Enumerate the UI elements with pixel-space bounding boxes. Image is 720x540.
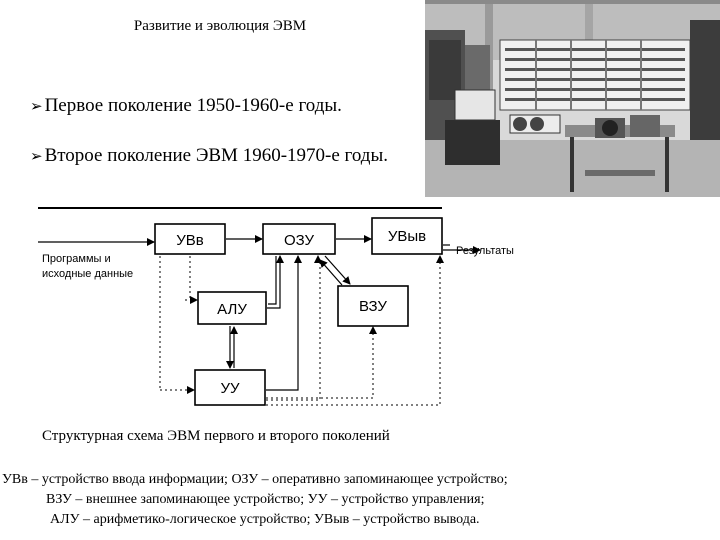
block-alu (198, 292, 266, 324)
diagram-caption: Структурная схема ЭВМ первого и второго поколений (42, 428, 390, 444)
block-uu (195, 370, 265, 405)
block-uu-label: УУ (220, 380, 240, 397)
block-uvv (155, 224, 225, 254)
bullet-second-generation (30, 145, 388, 167)
block-uvyv-label: УВыв (387, 228, 427, 245)
block-ozu-label: ОЗУ (283, 232, 315, 249)
block-vzu (338, 286, 408, 326)
block-uvyv (372, 218, 442, 254)
arrow-bullet-icon: ➢ (30, 147, 43, 165)
bullet-text: Второе поколение ЭВМ 1960-1970-е годы. (44, 145, 388, 166)
computer-room-photo-art (425, 0, 720, 197)
bullet-first-generation (30, 95, 342, 117)
block-ozu (263, 224, 335, 254)
input-label-line2: исходные данные (42, 268, 134, 280)
slide-title: Развитие и эволюция ЭВМ (133, 18, 307, 34)
block-alu-label: АЛУ (217, 301, 247, 318)
legend-line-3: АЛУ – арифметико-логическое устройство; УВыв – устройство вывода. (50, 512, 480, 527)
input-label-line1: Программы и (42, 253, 111, 265)
legend-line-1: УВв – устройство ввода информации; ОЗУ – оперативно запоминающее устройство; (2, 472, 508, 487)
arrow-bullet-icon: ➢ (30, 97, 43, 115)
block-vzu-label: ВЗУ (359, 298, 387, 315)
diagram-canvas (30, 200, 530, 425)
output-label: Результаты (456, 245, 514, 257)
computer-room-photo (425, 0, 720, 197)
legend-line-2: ВЗУ – внешнее запоминающее устройство; УУ – устройство управления; (46, 492, 485, 507)
bullet-text: Первое поколение 1950-1960-е годы. (44, 95, 342, 116)
computer-structure-diagram (30, 200, 530, 425)
block-uvv-label: УВв (176, 232, 204, 249)
